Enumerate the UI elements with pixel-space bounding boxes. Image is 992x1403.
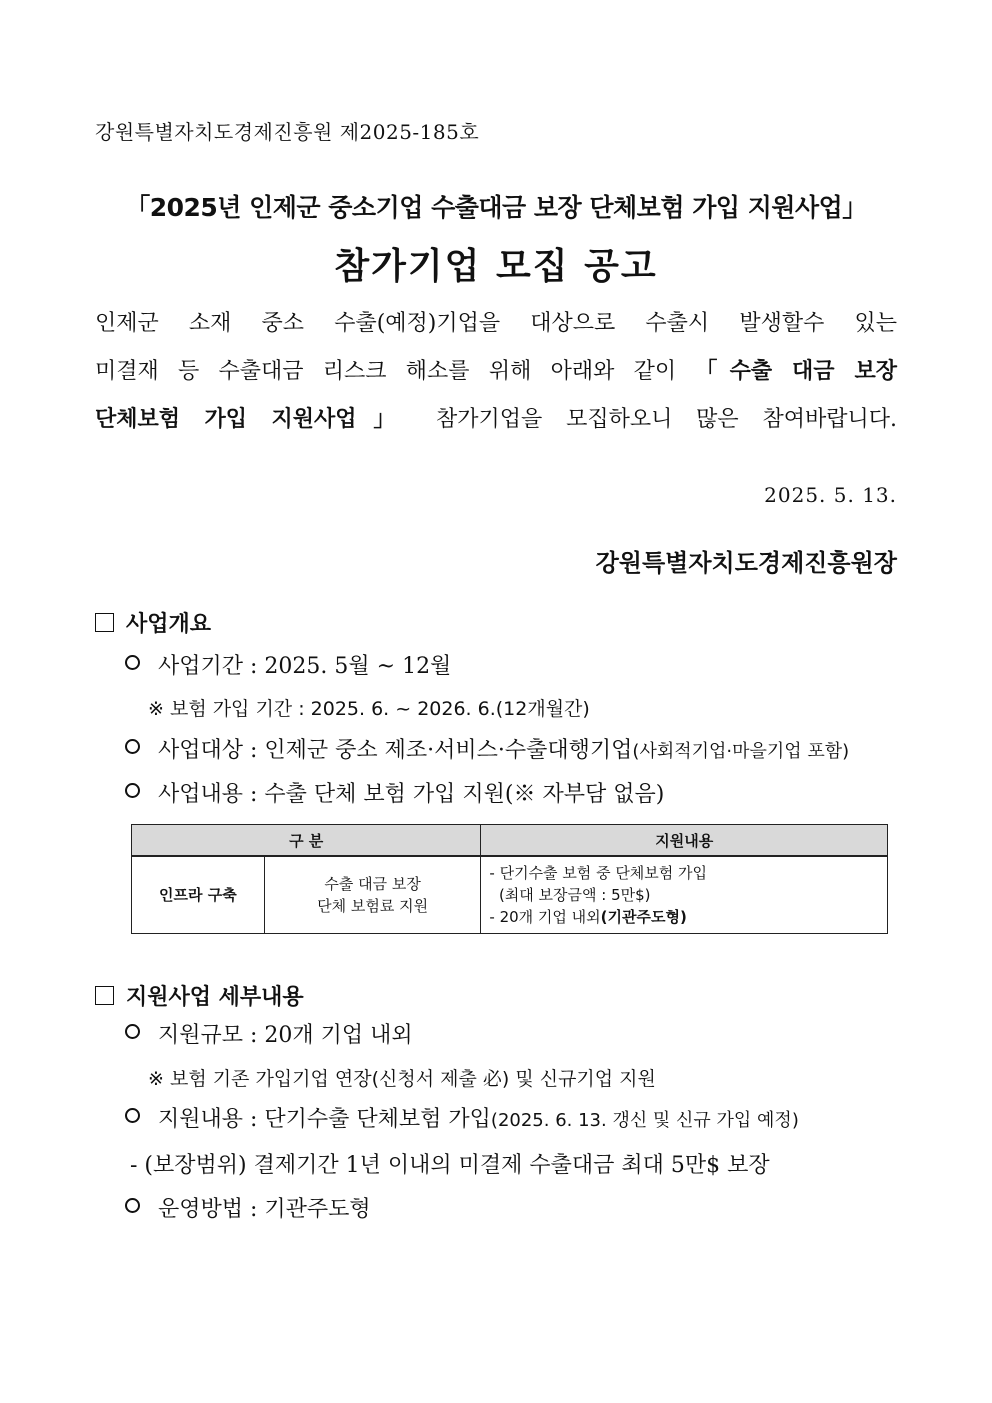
circle-bullet-icon <box>125 739 140 754</box>
table-header-content: 지원내용 <box>481 825 888 857</box>
section-details-heading <box>95 980 304 1011</box>
checkbox-square-icon <box>95 613 114 632</box>
circle-bullet-icon <box>125 1198 140 1213</box>
bullet-scale <box>125 1018 413 1049</box>
intro-project-name-part1: 「수출 대금 보장 <box>695 359 897 384</box>
target-note: (사회적기업·마을기업 포함) <box>632 741 850 762</box>
support-table <box>131 824 888 934</box>
circle-bullet-icon <box>125 1024 140 1039</box>
bullet-method <box>125 1192 371 1223</box>
detail-line-1: - 단기수출 보험 중 단체보험 가입 <box>489 864 708 882</box>
section-overview-heading <box>95 607 211 638</box>
bullet-support-content <box>125 1102 799 1133</box>
table-header-category: 구 분 <box>132 825 481 857</box>
support-content-label: 지원내용 : 단기수출 단체보험 가입 <box>158 1107 491 1132</box>
intro-line-1-text: 인제군 소재 중소 수출(예정)기업을 대상으로 수출시 발생할수 있는 <box>95 311 897 336</box>
section-details-title: 지원사업 세부내용 <box>126 985 304 1010</box>
item-line-2: 단체 보험료 지원 <box>317 897 429 915</box>
scale-note: ※ 보험 기존 가입기업 연장(신청서 제출 必) 및 신규기업 지원 <box>148 1068 656 1090</box>
announcement-date: 2025. 5. 13. <box>764 483 897 507</box>
detail-line-2: (최대 보장금액 : 5만$) <box>489 886 651 904</box>
intro-line-3 <box>95 396 897 444</box>
intro-line-1 <box>95 300 897 348</box>
content-label: 사업내용 : 수출 단체 보험 가입 지원 <box>158 782 505 807</box>
period-note: ※ 보험 가입 기간 : 2025. 6. ~ 2026. 6.(12개월간) <box>148 698 590 720</box>
bullet-period <box>125 649 451 680</box>
target-label: 사업대상 : 인제군 중소 제조·서비스·수출대행기업 <box>158 738 633 763</box>
support-content-note: (2025. 6. 13. 갱신 및 신규 가입 예정) <box>490 1110 799 1131</box>
table-row <box>132 856 888 934</box>
intro-project-name-part2: 단체보험 가입 지원사업」 <box>95 407 413 432</box>
method-text: 운영방법 : 기관주도형 <box>158 1197 371 1222</box>
detail-line-3-bold: (기관주도형) <box>600 908 687 926</box>
circle-bullet-icon <box>125 783 140 798</box>
detail-line-3-text: - 20개 기업 내외 <box>489 908 601 926</box>
coverage-line: - (보장범위) 결제기간 1년 이내의 미결제 수출대금 최대 5만$ 보장 <box>130 1153 770 1178</box>
intro-paragraph <box>95 300 897 444</box>
table-header-row <box>132 825 888 857</box>
page-title: 참가기업 모집 공고 <box>334 246 658 287</box>
table-cell-category: 인프라 구축 <box>132 856 265 934</box>
title-line-1: 「2025년 인제군 중소기업 수출대금 보장 단체보험 가입 지원사업」 <box>125 193 867 222</box>
circle-bullet-icon <box>125 655 140 670</box>
circle-bullet-icon <box>125 1108 140 1123</box>
content-note: (※ 자부담 없음) <box>504 782 665 807</box>
intro-line-3-text: 참가기업을 모집하오니 많은 참여바랍니다. <box>412 407 897 432</box>
intro-line-2-text: 미결재 등 수출대금 리스크 해소를 위해 아래와 같이 <box>95 359 696 384</box>
period-label: 사업기간 : <box>158 654 265 679</box>
detail-line-3 <box>489 906 886 928</box>
intro-line-2 <box>95 348 897 396</box>
bullet-content <box>125 777 664 808</box>
table-cell-detail <box>481 856 888 934</box>
document-number: 강원특별자치도경제진흥원 제2025-185호 <box>95 120 480 144</box>
section-overview-title: 사업개요 <box>126 612 212 637</box>
table-cell-item <box>264 856 481 934</box>
checkbox-square-icon <box>95 986 114 1005</box>
bullet-target <box>125 733 849 764</box>
item-line-1: 수출 대금 보장 <box>324 875 421 893</box>
scale-text: 지원규모 : 20개 기업 내외 <box>158 1023 413 1048</box>
issuer-name: 강원특별자치도경제진흥원장 <box>595 548 897 577</box>
period-value: 2025. 5월 ~ 12월 <box>264 654 452 679</box>
